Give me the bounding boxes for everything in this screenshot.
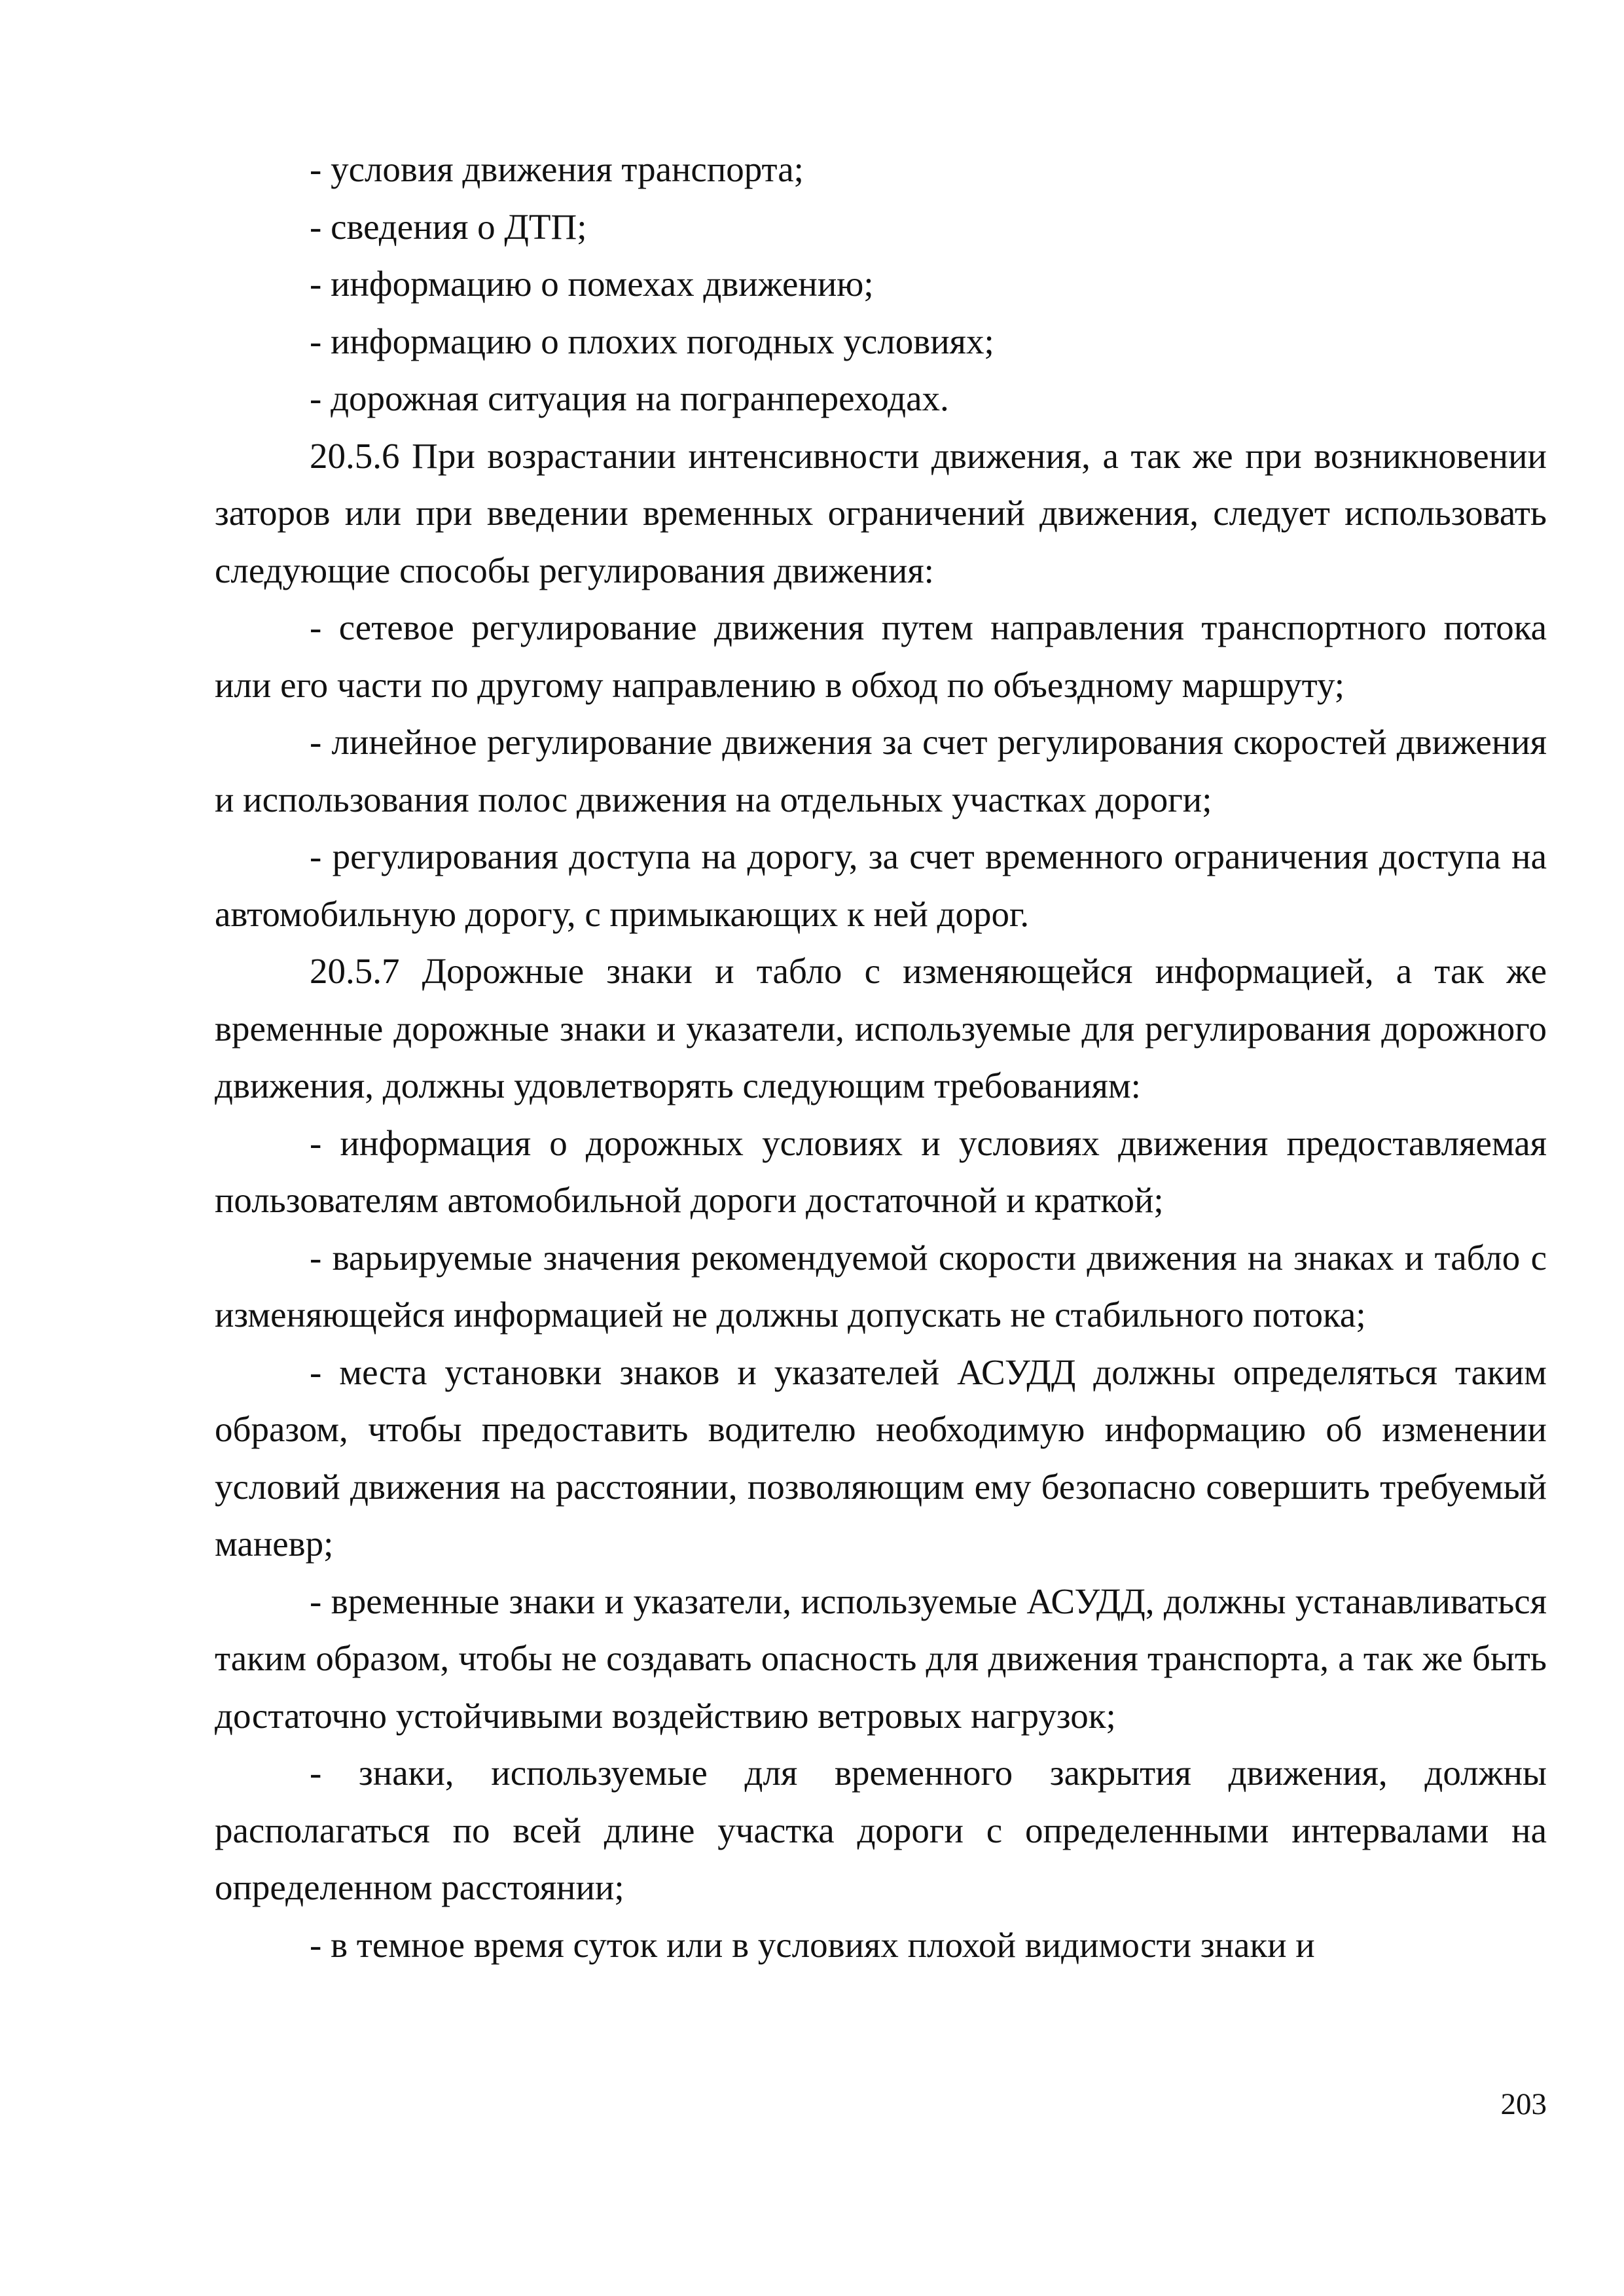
list-item-night-visibility: - в темное время суток или в условиях плохой видимости знаки и	[310, 1924, 1315, 1965]
body-text	[215, 141, 1547, 1973]
list-item-traffic-obstacles: - информацию о помехах движению;	[310, 264, 874, 304]
list-item-access-regulation: - регулирования доступа на дорогу, за счет временного ограничения доступа на автомобильную дорогу, с примыкающих к ней дорог.	[215, 836, 1547, 934]
page-number: 203	[1500, 2087, 1547, 2121]
list-item-sign-placement: - места установки знаков и указателей АСУДД должны определяться таким образом, чтобы предоставить водителю необходимую информацию об изменении условий движения на расстоянии, позволяющим ему безопасно совершить требуемый маневр;	[215, 1352, 1547, 1564]
list-item-accident-info: - сведения о ДТП;	[310, 206, 587, 247]
list-item-network-regulation: - сетевое регулирование движения путем направления транспортного потока или его части по другому направлению в обход по объездному маршруту;	[215, 607, 1547, 705]
list-item-information-provided: - информация о дорожных условиях и условиях движения предоставляемая пользователям автомобильной дороги достаточной и краткой;	[215, 1122, 1547, 1220]
section-20-5-6: 20.5.6 При возрастании интенсивности движения, а так же при возникновении заторов или при введении временных ограничений движения, следует использовать следующие способы регулирования движения:	[215, 435, 1547, 590]
list-item-border-crossings: - дорожная ситуация на погранпереходах.	[310, 378, 949, 418]
list-item-variable-speed: - варьируемые значения рекомендуемой скорости движения на знаках и табло с изменяющейся информацией не должны допускать не стабильного потока;	[215, 1237, 1547, 1335]
list-item-linear-regulation: - линейное регулирование движения за счет регулирования скоростей движения и использования полос движения на отдельных участках дороги;	[215, 722, 1547, 819]
section-20-5-7: 20.5.7 Дорожные знаки и табло с изменяющейся информацией, а так же временные дорожные знаки и указатели, используемые для регулирования дорожного движения, должны удовлетворять следующим требованиям:	[215, 951, 1547, 1105]
list-item-traffic-conditions: - условия движения транспорта;	[310, 149, 804, 189]
list-item-closure-signs: - знаки, используемые для временного закрытия движения, должны располагаться по всей длине участка дороги с определенными интервалами на определенном расстоянии;	[215, 1753, 1547, 1907]
list-item-bad-weather: - информацию о плохих погодных условиях;	[310, 321, 994, 361]
list-item-temporary-signs: - временные знаки и указатели, используемые АСУДД, должны устанавливаться таким образом, чтобы не создавать опасность для движения транспорта, а так же быть достаточно устойчивыми воздействию ветровых нагрузок;	[215, 1581, 1547, 1736]
